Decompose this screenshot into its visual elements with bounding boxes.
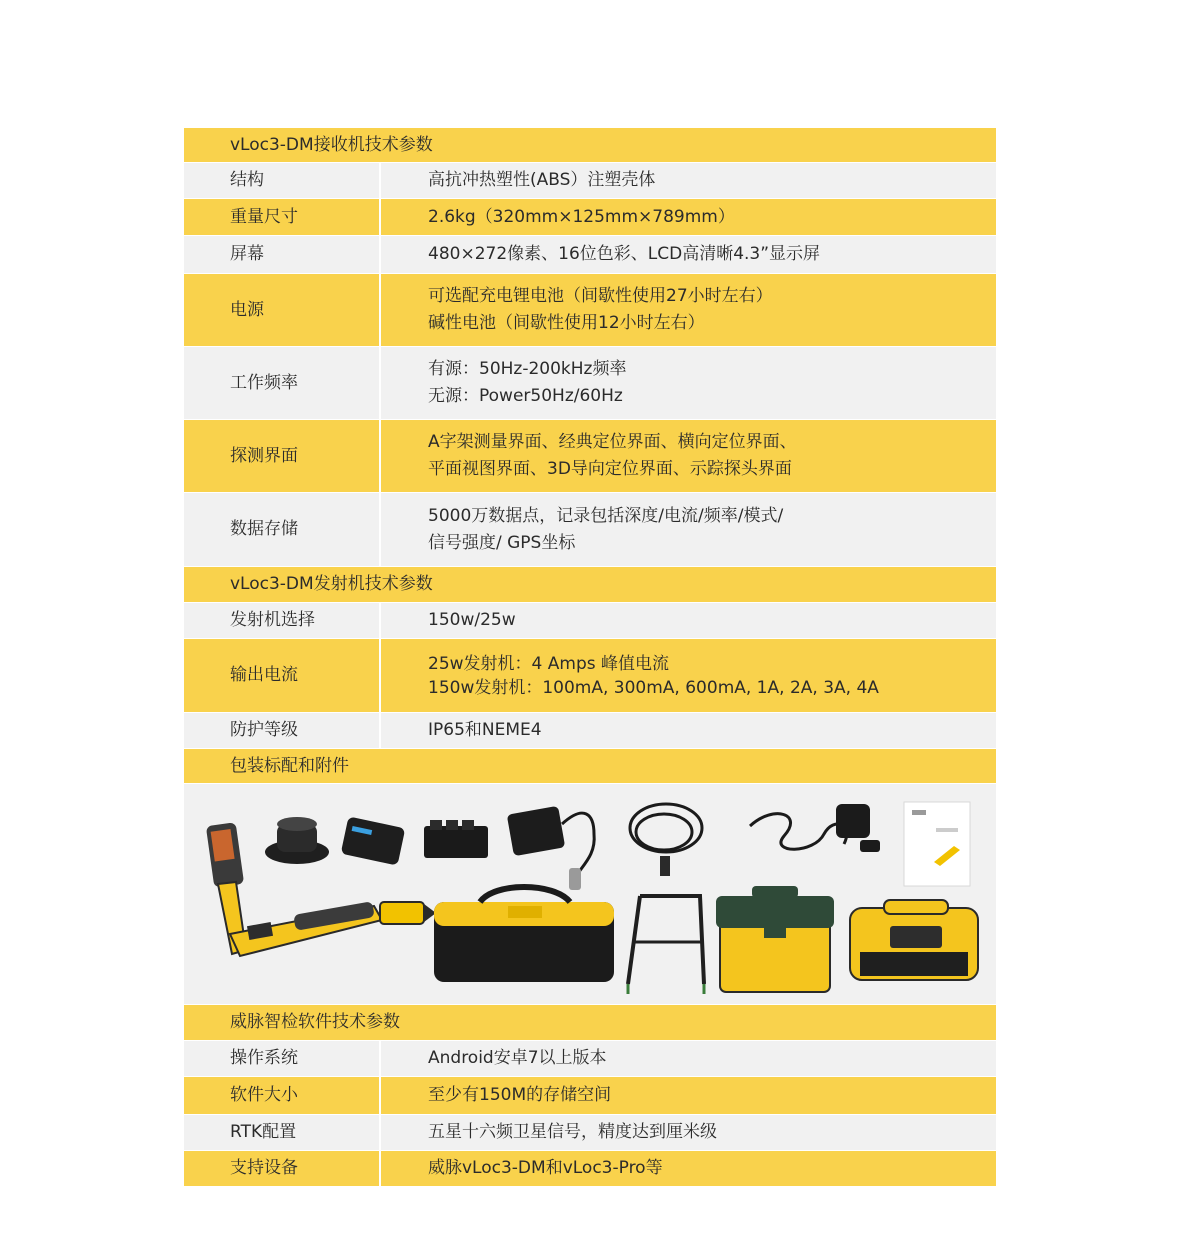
spec-value <box>381 1077 996 1114</box>
spec-label: 数据存储 <box>184 493 381 566</box>
spec-value <box>381 274 996 346</box>
toolbox-image <box>716 886 834 992</box>
spec-label: 支持设备 <box>184 1151 381 1186</box>
section-header-transmitter <box>184 567 996 603</box>
spec-row-frequency <box>184 347 996 420</box>
value-line: 有源：50Hz-200kHz频率 <box>428 359 627 379</box>
value-line: 25w发射机：4 Amps 峰值电流 <box>428 653 669 674</box>
section-title: 包装标配和附件 <box>230 755 349 776</box>
spec-label: 电源 <box>184 274 381 346</box>
value-line: 150w发射机：100mA, 300mA, 600mA, 1A, 2A, 3A, 4A <box>428 677 879 698</box>
spec-row-screen <box>184 236 996 274</box>
spec-row-structure <box>184 163 996 199</box>
section-header-accessories <box>184 749 996 784</box>
spec-table <box>184 128 996 1187</box>
battery-holder-image <box>424 820 488 858</box>
spec-row-data-storage <box>184 493 996 567</box>
value-line: 高抗冲热塑性(ABS）注塑壳体 <box>428 170 656 190</box>
spec-row-detection-ui <box>184 420 996 493</box>
value-line: IP65和NEME4 <box>428 720 542 740</box>
spec-value <box>381 603 996 638</box>
spec-value <box>381 420 996 492</box>
spec-label: 工作频率 <box>184 347 381 419</box>
manual-booklet-image <box>904 802 970 886</box>
spec-row-power <box>184 274 996 347</box>
value-line: 可选配充电锂电池（间歇性使用27小时左右） <box>428 286 773 306</box>
spec-value <box>381 163 996 198</box>
spec-value <box>381 713 996 748</box>
section-title: vLoc3-DM接收机技术参数 <box>230 134 433 155</box>
signal-clamp-image <box>265 817 329 864</box>
value-line: 信号强度/ GPS坐标 <box>428 532 576 553</box>
power-cord-image <box>750 804 880 852</box>
section-title: 威脉智检软件技术参数 <box>230 1012 400 1032</box>
a-frame-image <box>628 896 704 994</box>
accessories-illustration <box>184 784 996 1004</box>
spec-label: 屏幕 <box>184 236 381 273</box>
battery-pack-image <box>341 816 406 865</box>
spec-label: 发射机选择 <box>184 603 381 638</box>
value-line: 威脉vLoc3-DM和vLoc3-Pro等 <box>428 1158 663 1178</box>
spec-value <box>381 1115 996 1150</box>
spec-row-protection <box>184 713 996 749</box>
usb-cable-image <box>630 804 702 876</box>
spec-row-os <box>184 1041 996 1077</box>
spec-row-software-size <box>184 1077 996 1115</box>
spec-label: 防护等级 <box>184 713 381 748</box>
value-line: 五星十六频卫星信号，精度达到厘米级 <box>428 1122 717 1142</box>
spec-label: RTK配置 <box>184 1115 381 1150</box>
spec-label: 结构 <box>184 163 381 198</box>
value-line: 480×272像素、16位色彩、LCD高清晰4.3”显示屏 <box>428 244 821 264</box>
carry-bag-image <box>434 887 614 982</box>
spec-row-supported-devices <box>184 1151 996 1187</box>
value-line: 5000万数据点，记录包括深度/电流/频率/模式/ <box>428 505 784 526</box>
section-title: vLoc3-DM发射机技术参数 <box>230 574 433 594</box>
value-line: 无源：Power50Hz/60Hz <box>428 386 623 406</box>
spec-label: 软件大小 <box>184 1077 381 1114</box>
transmitter-device-image <box>850 900 978 980</box>
value-line: A字架测量界面、经典定位界面、横向定位界面、 <box>428 432 797 452</box>
spec-value <box>381 493 996 566</box>
spec-row-weight-size <box>184 199 996 236</box>
spec-value <box>381 639 996 712</box>
spec-label: 操作系统 <box>184 1041 381 1076</box>
spec-row-output-current <box>184 639 996 713</box>
section-header-software <box>184 1005 996 1041</box>
spec-row-transmitter-choice <box>184 603 996 639</box>
value-line: 2.6kg（320mm×125mm×789mm） <box>428 206 735 227</box>
section-header-receiver <box>184 128 996 163</box>
spec-value <box>381 236 996 273</box>
spec-value <box>381 1151 996 1186</box>
accessories-image <box>184 784 996 1005</box>
charger-adapter-image <box>507 806 594 890</box>
spec-label: 重量尺寸 <box>184 199 381 235</box>
value-line: 平面视图界面、3D导向定位界面、示踪探头界面 <box>428 459 792 479</box>
value-line: 150w/25w <box>428 610 516 630</box>
spec-value <box>381 1041 996 1076</box>
spec-value <box>381 347 996 419</box>
spec-label: 输出电流 <box>184 639 381 712</box>
spec-row-rtk <box>184 1115 996 1151</box>
spec-label: 探测界面 <box>184 420 381 492</box>
value-line: 碱性电池（间歇性使用12小时左右） <box>428 313 705 333</box>
value-line: Android安卓7以上版本 <box>428 1048 607 1068</box>
spec-value <box>381 199 996 235</box>
value-line: 至少有150M的存储空间 <box>428 1085 612 1105</box>
